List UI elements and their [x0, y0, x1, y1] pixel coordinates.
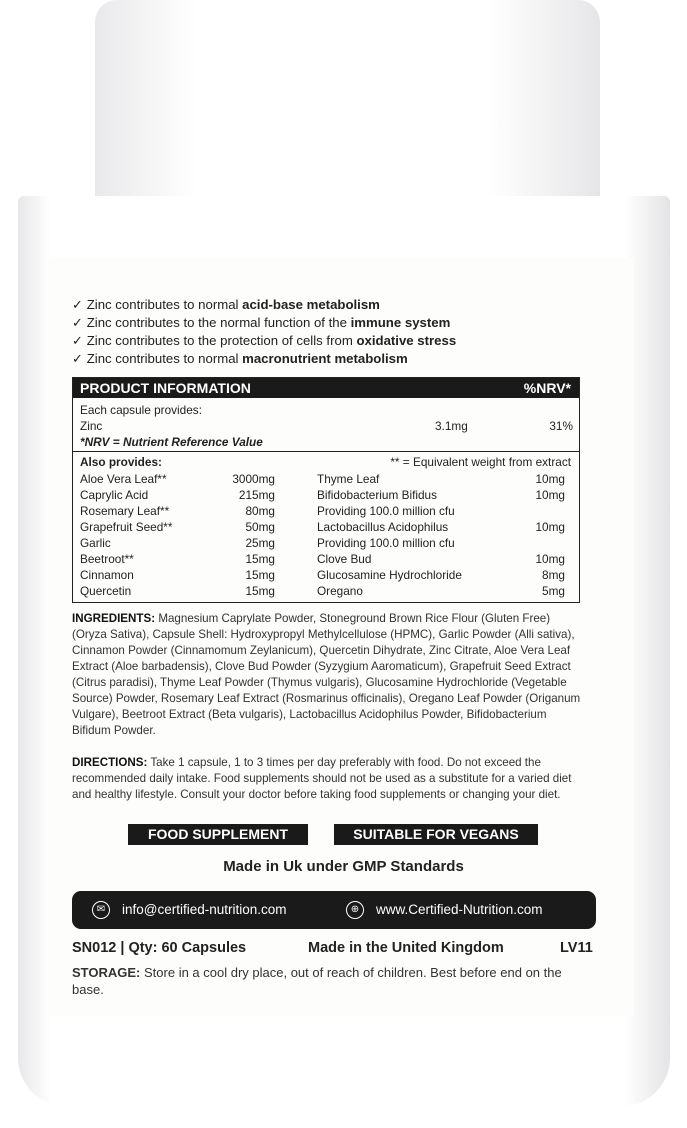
- vegan-badge: SUITABLE FOR VEGANS: [334, 824, 538, 845]
- contact-bar: [72, 891, 596, 929]
- ingredient-amount: 215mg: [238, 488, 275, 502]
- equivalent-note: ** = Equivalent weight from extract: [390, 455, 571, 469]
- envelope-icon: ✉: [92, 901, 110, 919]
- ingredient-amount: 15mg: [245, 584, 275, 598]
- each-capsule-label: Each capsule provides:: [80, 403, 202, 417]
- ingredients-text: INGREDIENTS: Magnesium Caprylate Powder, Stoneground Brown Rice Flour (Gluten Free) (Oryza Sativa), Capsule Shell: Hydroxypropyl Methylcellulose (HPMC), Garlic Powder (Alli sativa), Cinnamon Powder (Cinnamomum Zeylanicum), Quercetin Dihydrate, Zinc Citrate, Aloe Vera Leaf Extract (Aloe barbadensis), Clove Bud Powder (Syzygium Aaromaticum), Grapefruit Seed Extract (Citrus paradisi), Thyme Leaf Powder (Thymus vulgaris), Glucosamine Hydrochloride (Vegetable Source) Powder, Rosemary Leaf Extract (Rosmarinus officinalis), Oregano Leaf Powder (Origanum Vulgare), Beetroot Extract (Beta vulgaris), Lactobacillus Acidophilus Powder, Bifidobacterium Bifidum Powder.: [72, 612, 581, 737]
- ingredient-name: Lactobacillus Acidophilus: [317, 520, 449, 534]
- ingredient-amount: 10mg: [535, 520, 565, 534]
- ingredient-amount: 80mg: [245, 504, 275, 518]
- ingredient-name: Quercetin: [80, 584, 132, 598]
- table-title: PRODUCT INFORMATION: [80, 380, 251, 396]
- email-link[interactable]: info@certified-nutrition.com: [122, 902, 287, 917]
- nutrient-name: Zinc: [80, 419, 103, 433]
- claim-line: ✓ Zinc contributes to normal macronutrient metabolism: [72, 351, 408, 366]
- product-info-table: [72, 377, 580, 603]
- ingredient-name: Cinnamon: [80, 568, 134, 582]
- ingredient-name: Beetroot**: [80, 552, 134, 566]
- storage-text: STORAGE: Store in a cool dry place, out of reach of children. Best before end on the base.: [72, 965, 562, 997]
- ingredient-amount: 50mg: [245, 520, 275, 534]
- ingredient-amount: 8mg: [542, 568, 565, 582]
- nutrient-amount: 3.1mg: [435, 419, 468, 433]
- ingredient-amount: 25mg: [245, 536, 275, 550]
- ingredient-name: Providing 100.0 million cfu: [317, 504, 455, 518]
- ingredient-name: Garlic: [80, 536, 111, 550]
- nutrient-nrv: 31%: [549, 419, 573, 433]
- ingredient-name: Oregano: [317, 584, 363, 598]
- ingredient-name: Providing 100.0 million cfu: [317, 536, 455, 550]
- product-code: SN012 | Qty: 60 Capsules: [72, 940, 247, 956]
- table-header: [73, 378, 579, 398]
- food-supplement-badge: FOOD SUPPLEMENT: [128, 824, 308, 845]
- directions-text: DIRECTIONS: Take 1 capsule, 1 to 3 times per day preferably with food. Do not exceed the recommended daily intake. Food supplements should not be used as a substitute for a varied diet and healthy lifestyle. Consult your doctor before taking food supplements or changing your diet.: [72, 756, 572, 801]
- nrv-note: *NRV = Nutrient Reference Value: [80, 435, 263, 449]
- ingredient-name: Bifidobacterium Bifidus: [317, 488, 437, 502]
- claim-line: ✓ Zinc contributes to the normal function of the immune system: [72, 315, 451, 330]
- ingredient-amount: 10mg: [535, 488, 565, 502]
- bottle-cap: [95, 0, 600, 215]
- claim-line: ✓ Zinc contributes to normal acid-base metabolism: [72, 297, 380, 312]
- origin-country: Made in the United Kingdom: [308, 940, 504, 956]
- nrv-header: %NRV*: [523, 380, 571, 396]
- divider: [73, 451, 579, 452]
- globe-icon: ⊕: [346, 901, 364, 919]
- ingredient-amount: 10mg: [535, 552, 565, 566]
- ingredient-amount: 15mg: [245, 568, 275, 582]
- ingredient-name: Clove Bud: [317, 552, 372, 566]
- ingredient-name: Rosemary Leaf**: [80, 504, 170, 518]
- ingredient-name: Aloe Vera Leaf**: [80, 472, 167, 486]
- ingredient-amount: 15mg: [245, 552, 275, 566]
- ingredient-amount: 5mg: [542, 584, 565, 598]
- ingredient-name: Thyme Leaf: [317, 472, 380, 486]
- gmp-statement: Made in Uk under GMP Standards: [223, 858, 464, 875]
- ingredient-name: Glucosamine Hydrochloride: [317, 568, 462, 582]
- website-link[interactable]: www.Certified-Nutrition.com: [376, 902, 543, 917]
- ingredient-amount: 10mg: [535, 472, 565, 486]
- also-provides-label: Also provides:: [80, 455, 162, 469]
- ingredient-name: Grapefruit Seed**: [80, 520, 173, 534]
- lot-number: LV11: [560, 940, 593, 956]
- ingredient-name: Caprylic Acid: [80, 488, 149, 502]
- ingredient-amount: 3000mg: [232, 472, 275, 486]
- claim-line: ✓ Zinc contributes to the protection of cells from oxidative stress: [72, 333, 457, 348]
